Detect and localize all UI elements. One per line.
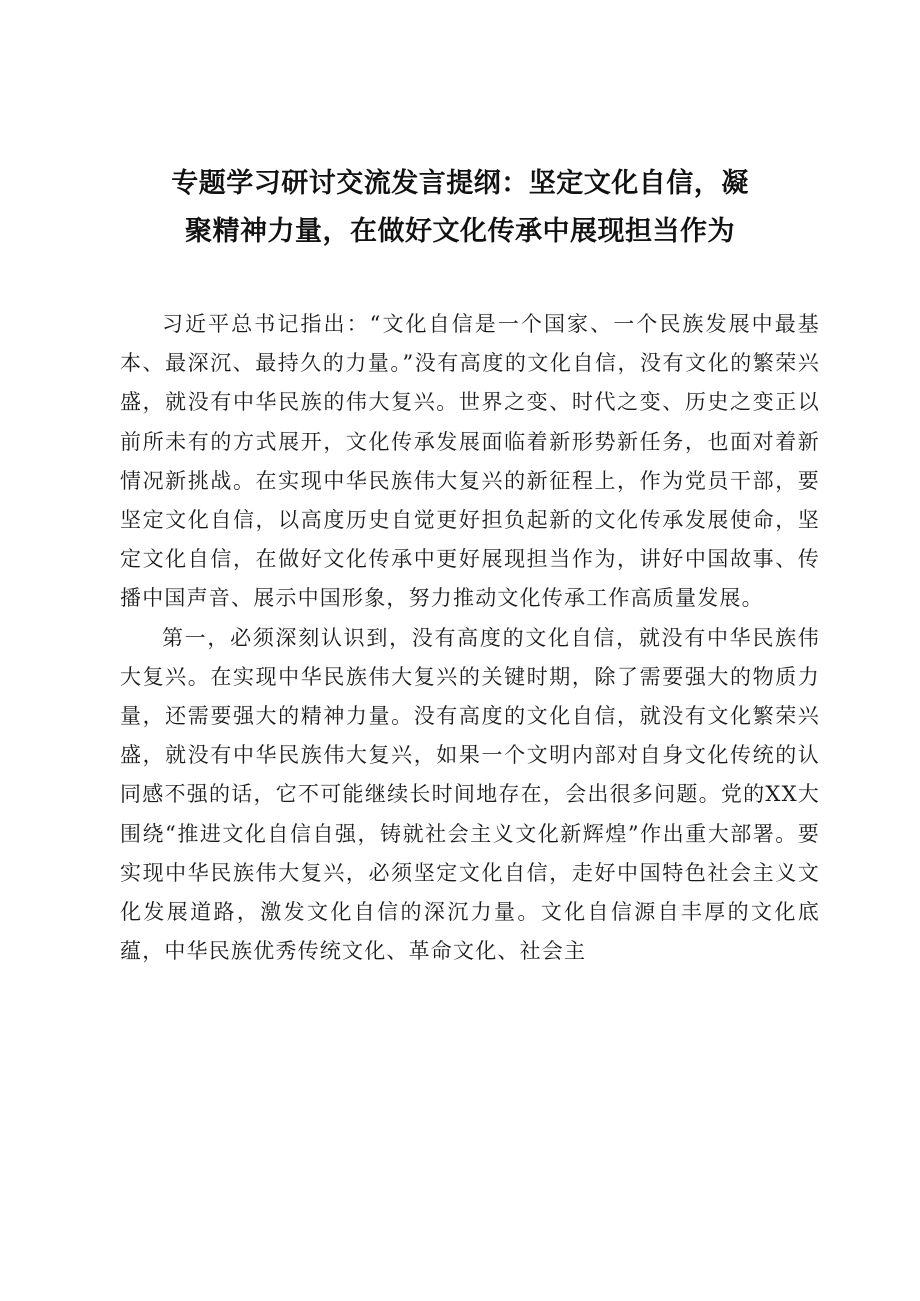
document-title xyxy=(120,160,800,256)
paragraph-intro: 习近平总书记指出：“文化自信是一个国家、一个民族发展中最基本、最深沉、最持久的力量。”没有高度的文化自信，没有文化的繁荣兴盛，就没有中华民族的伟大复兴。世界之变、时代之变、历史之变正以前所未有的方式展开，文化传承发展面临着新形势新任务，也面对着新情况新挑战。在实现中华民族伟大复兴的新征程上，作为党员干部，要坚定文化自信，以高度历史自觉更好担负起新的文化传承发展使命，坚定文化自信，在做好文化传承中更好展现担当作为，讲好中国故事、传播中国声音、展示中国形象，努力推动文化传承工作高质量发展。 xyxy=(120,312,820,611)
title-line-1: 专题学习研讨交流发言提纲：坚定文化自信，凝 xyxy=(171,168,749,199)
document-body xyxy=(120,305,820,971)
paragraph-first-point: 第一，必须深刻认识到，没有高度的文化自信，就没有中华民族伟大复兴。在实现中华民族伟大复兴的关键时期，除了需要强大的物质力量，还需要强大的精神力量。没有高度的文化自信，就没有文化繁荣兴盛，就没有中华民族伟大复兴，如果一个文明内部对自身文化传统的认同感不强的话，它不可能继续长时间地存在，会出很多问题。党的XX大围绕“推进文化自信自强，铸就社会主义文化新辉煌”作出重大部署。要实现中华民族伟大复兴，必须坚定文化自信，走好中国特色社会主义文化发展道路，激发文化自信的深沉力量。文化自信源自丰厚的文化底蕴，中华民族优秀传统文化、革命文化、社会主 xyxy=(120,625,820,964)
title-line-2: 聚精神力量，在做好文化传承中展现担当作为 xyxy=(185,216,735,247)
